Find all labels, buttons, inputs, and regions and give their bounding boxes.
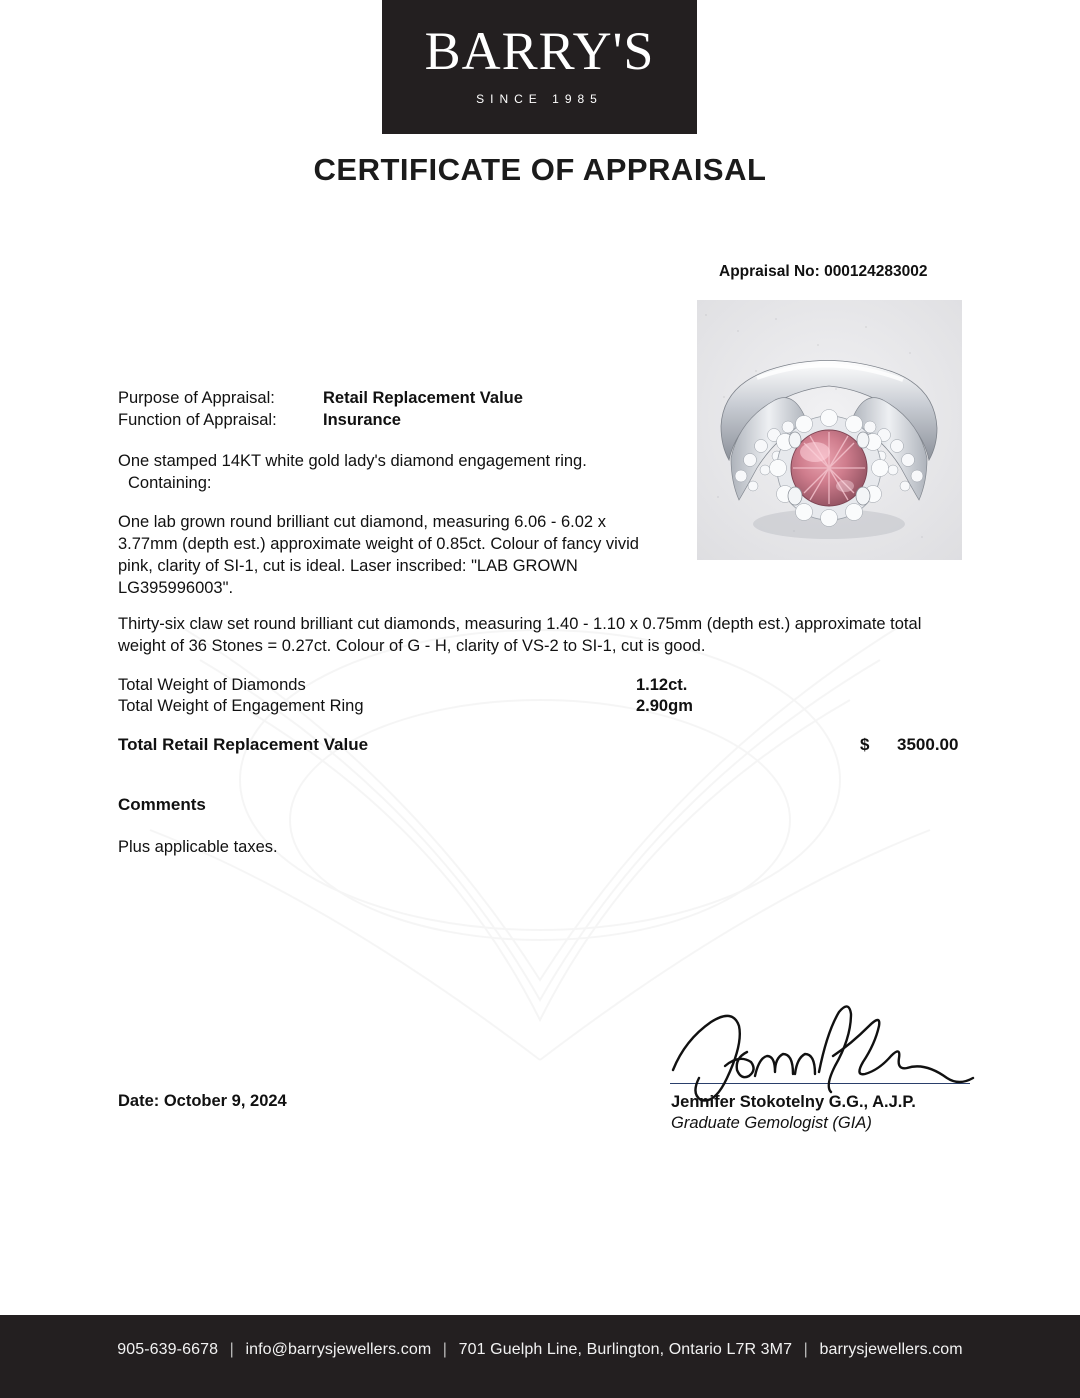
grand-total-value: 3500.00 — [897, 735, 959, 754]
appraisal-number: Appraisal No: 000124283002 — [719, 263, 928, 280]
brand-logo-block — [382, 0, 697, 134]
signature-mark — [655, 1000, 985, 1105]
item-description-line1: One stamped 14KT white gold lady's diamond engagement ring. — [118, 452, 587, 470]
item-description-line2: Containing: — [128, 474, 212, 492]
appraiser-name: Jennifer Stokotelny G.G., A.J.P. — [671, 1093, 916, 1111]
function-label: Function of Appraisal: — [118, 411, 277, 429]
footer-separator-3: | — [803, 1341, 808, 1358]
footer-separator-2: | — [442, 1341, 448, 1358]
appraiser-credential: Graduate Gemologist (GIA) — [671, 1114, 872, 1132]
footer-address: 701 Guelph Line, Burlington, Ontario L7R 3M7 — [458, 1341, 793, 1358]
total-weight-ring-value: 2.90gm — [636, 697, 693, 715]
brand-wordmark: BARRY'S — [424, 21, 655, 81]
total-weight-ring-row — [118, 696, 963, 717]
purpose-row — [118, 388, 523, 409]
function-value: Insurance — [323, 411, 401, 429]
page-title: CERTIFICATE OF APPRAISAL — [313, 152, 767, 187]
comments-heading: Comments — [118, 795, 206, 814]
total-weight-ring-label: Total Weight of Engagement Ring — [118, 697, 364, 715]
total-weight-diamonds-label: Total Weight of Diamonds — [118, 676, 306, 694]
footer-email[interactable]: info@barrysjewellers.com — [245, 1341, 432, 1358]
comments-body: Plus applicable taxes. — [118, 838, 278, 856]
purpose-label: Purpose of Appraisal: — [118, 389, 275, 407]
footer-bar — [0, 1315, 1080, 1398]
footer-separator-1: | — [229, 1341, 234, 1358]
grand-total-currency: $ — [860, 735, 870, 754]
grand-total-row — [118, 735, 963, 755]
total-weight-diamonds-row — [118, 675, 963, 696]
center-stone-description: One lab grown round brilliant cut diamond, measuring 6.06 - 6.02 x 3.77mm (depth est.) approximate weight of 0.85ct. Colour of fancy vivid pink, clarity of SI-1, cut is ideal. Laser inscribed: "LAB GROWN LG395996003". — [118, 513, 639, 597]
appraisal-date: Date: October 9, 2024 — [118, 1092, 287, 1110]
footer-phone[interactable]: 905-639-6678 — [117, 1341, 219, 1358]
brand-tagline: SINCE 1985 — [476, 92, 603, 106]
function-row — [118, 410, 401, 431]
grand-total-label: Total Retail Replacement Value — [118, 735, 369, 754]
purpose-value: Retail Replacement Value — [323, 389, 523, 407]
footer-website[interactable]: barrysjewellers.com — [819, 1341, 963, 1358]
footer-contact-line — [0, 1341, 1080, 1359]
total-weight-diamonds-value: 1.12ct. — [636, 676, 688, 694]
accent-stones-description: Thirty-six claw set round brilliant cut diamonds, measuring 1.40 - 1.10 x 0.75mm (depth est.) approximate total weight of 36 Stones = 0.27ct. Colour of G - H, clarity of VS-2 to SI-1, cut is good. — [118, 615, 922, 655]
ring-photograph — [697, 300, 962, 560]
